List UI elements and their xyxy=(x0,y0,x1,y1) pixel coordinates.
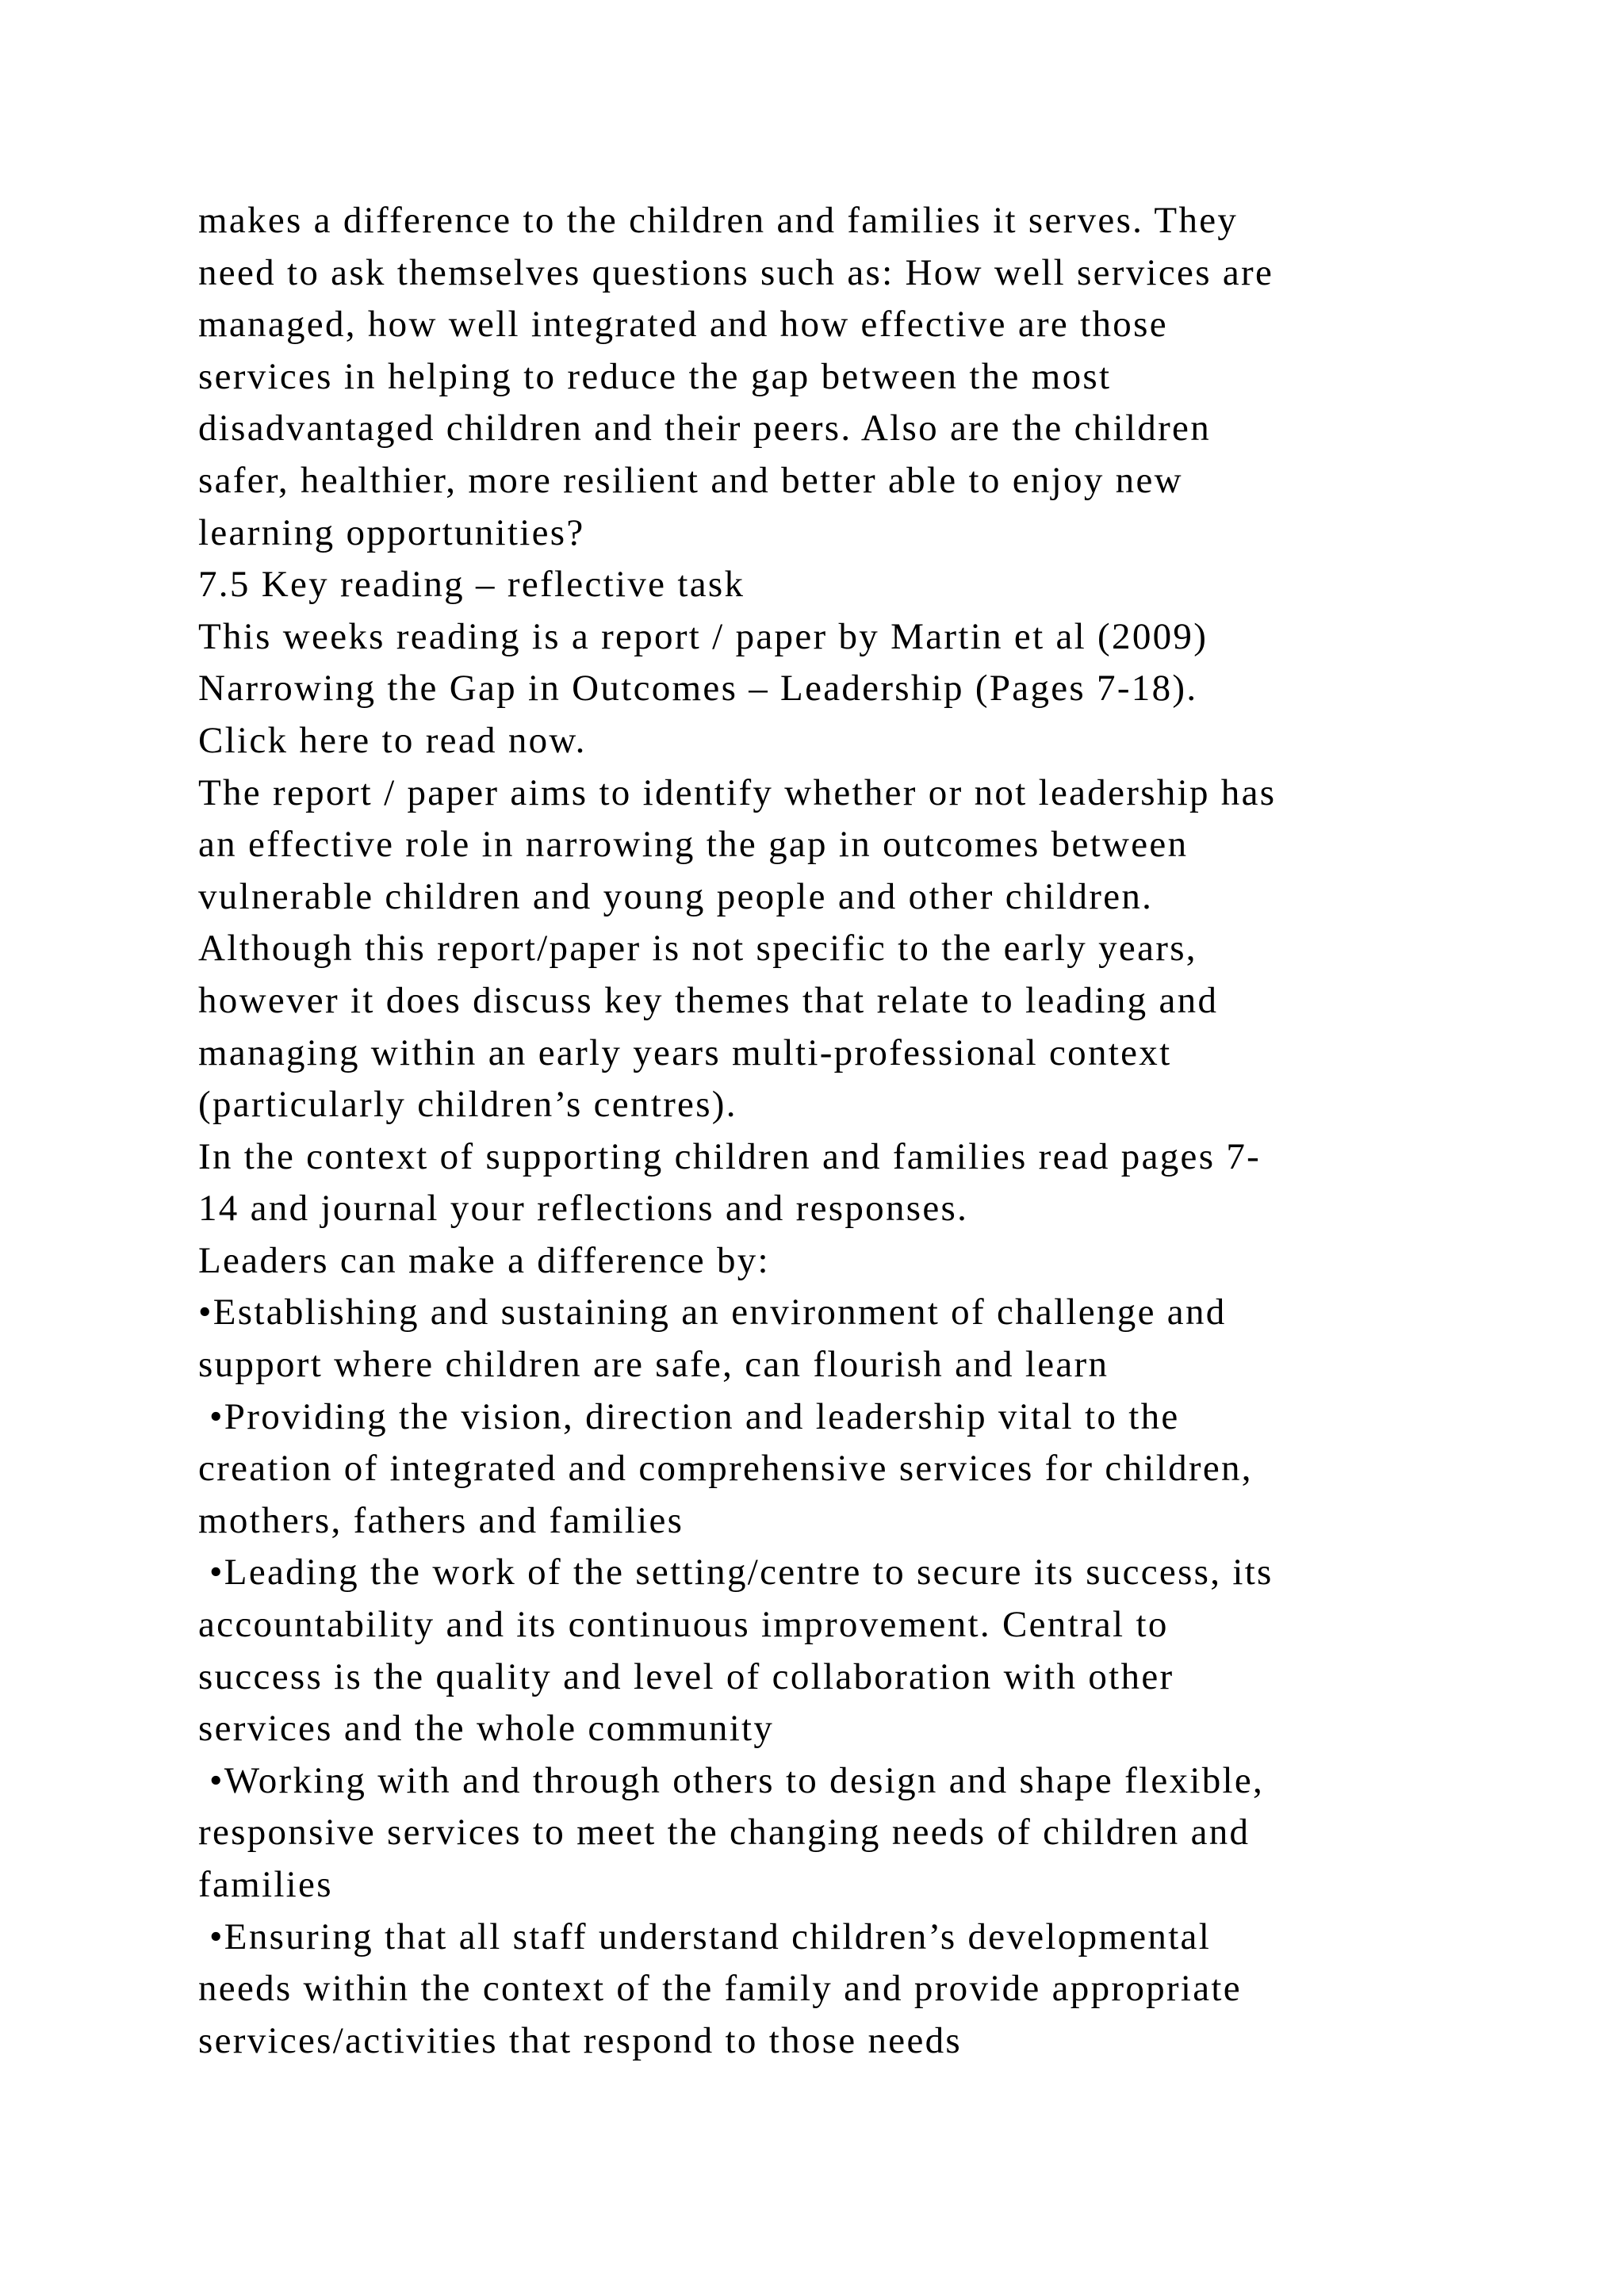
text-line: services and the whole community xyxy=(198,1708,775,1750)
text-line: vulnerable children and young people and other children. xyxy=(198,875,1154,917)
read-now-link[interactable]: Click here to read now. xyxy=(198,719,587,761)
text-line: mothers, fathers and families xyxy=(198,1499,684,1541)
bullet-item: •Establishing and sustaining an environment of challenge and xyxy=(198,1292,1227,1334)
text-line: an effective role in narrowing the gap in outcomes between xyxy=(198,824,1189,866)
text-line: safer, healthier, more resilient and better able to enjoy new xyxy=(198,459,1183,501)
text-line: In the context of supporting children and families read pages 7- xyxy=(198,1135,1262,1177)
text-line: The report / paper aims to identify whether or not leadership has xyxy=(198,771,1277,813)
text-line: success is the quality and level of collaboration with other xyxy=(198,1655,1174,1697)
bullet-item: •Leading the work of the setting/centre to secure its success, its xyxy=(198,1552,1274,1594)
text-line: services in helping to reduce the gap between the most xyxy=(198,355,1112,397)
text-line: accountability and its continuous improvement. Central to xyxy=(198,1604,1169,1646)
text-line: responsive services to meet the changing needs of children and xyxy=(198,1812,1251,1854)
text-line: need to ask themselves questions such as: How well services are xyxy=(198,251,1274,293)
text-line: however it does discuss key themes that relate to leading and xyxy=(198,979,1219,1021)
text-line: families xyxy=(198,1864,333,1905)
text-line: disadvantaged children and their peers. Also are the children xyxy=(198,408,1212,450)
text-line: Leaders can make a difference by: xyxy=(198,1239,770,1281)
text-line: This weeks reading is a report / paper by Martin et al (2009) xyxy=(198,615,1208,657)
text-line: 14 and journal your reflections and responses. xyxy=(198,1188,969,1230)
text-line: services/activities that respond to those needs xyxy=(198,2019,963,2061)
text-line: makes a difference to the children and families it serves. They xyxy=(198,200,1239,241)
text-line: creation of integrated and comprehensive services for children, xyxy=(198,1448,1253,1490)
bullet-item: •Ensuring that all staff understand children’s developmental xyxy=(198,1915,1212,1957)
text-line: needs within the context of the family and provide appropriate xyxy=(198,1968,1242,2010)
text-line: (particularly children’s centres). xyxy=(198,1084,737,1126)
section-heading: 7.5 Key reading – reflective task xyxy=(198,564,745,606)
text-line: Narrowing the Gap in Outcomes – Leadership (Pages 7-18). xyxy=(198,668,1198,710)
text-line: managed, how well integrated and how effective are those xyxy=(198,304,1168,346)
text-line: managing within an early years multi-professional context xyxy=(198,1031,1172,1073)
text-line: support where children are safe, can flourish and learn xyxy=(198,1344,1109,1386)
bullet-item: •Working with and through others to design and shape flexible, xyxy=(198,1759,1265,1801)
document-body xyxy=(198,195,1562,2067)
bullet-item: •Providing the vision, direction and leadership vital to the xyxy=(198,1395,1180,1437)
text-line: Although this report/paper is not specific to the early years, xyxy=(198,928,1197,970)
text-line: learning opportunities? xyxy=(198,511,585,553)
